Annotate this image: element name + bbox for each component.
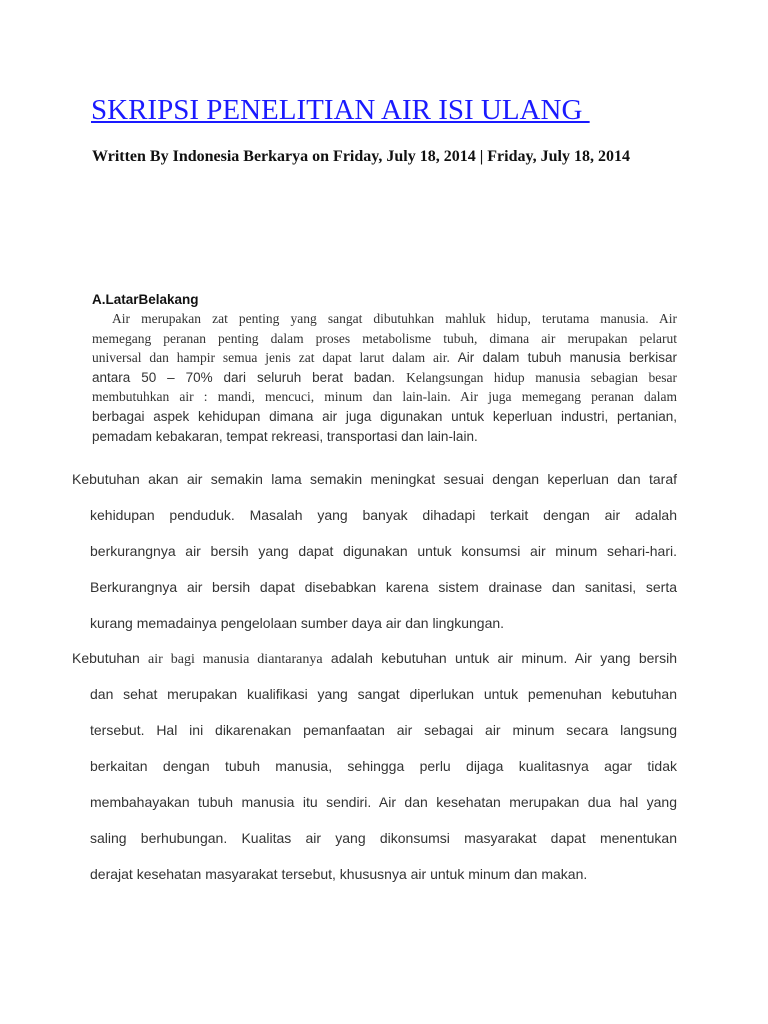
intro-line-mixed bbox=[92, 368, 677, 388]
intro-line: pemadam kebakaran, tempat rekreasi, transportasi dan lain-lain. bbox=[92, 428, 478, 444]
paragraph-line: Kebutuhan akan air semakin lama semakin meningkat sesuai dengan keperluan dan taraf bbox=[72, 471, 677, 487]
intro-line-part: Kelangsungan hidup manusia sebagian besar bbox=[406, 369, 678, 385]
paragraph-line: berkaitan dengan tubuh manusia, sehingga perlu dijaga kualitasnya agar tidak bbox=[90, 758, 677, 774]
paragraph-line: membahayakan tubuh manusia itu sendiri. Air dan kesehatan merupakan dua hal yang bbox=[90, 794, 677, 810]
paragraph-line-part: air bagi manusia diantaranya bbox=[148, 652, 323, 667]
paragraph-line-part: Kebutuhan bbox=[72, 650, 149, 666]
paragraph-line: derajat kesehatan masyarakat tersebut, khususnya air untuk minum dan makan. bbox=[90, 866, 588, 882]
intro-line-part: universal dan hampir semua jenis zat dapat larut dalam air. bbox=[92, 350, 458, 366]
section-heading: A.LatarBelakang bbox=[92, 292, 199, 307]
paragraph-line: saling berhubungan. Kualitas air yang dikonsumsi masyarakat dapat menentukan bbox=[90, 830, 677, 846]
body-paragraph-2 bbox=[72, 648, 677, 900]
paragraph-line: dan sehat merupakan kualifikasi yang sangat diperlukan untuk pemenuhan kebutuhan bbox=[90, 686, 677, 702]
paragraph-line: tersebut. Hal ini dikarenakan pemanfaatan air sebagai air minum secara langsung bbox=[90, 722, 677, 738]
intro-line-mixed bbox=[92, 348, 677, 368]
paragraph-line: kehidupan penduduk. Masalah yang banyak dihadapi terkait dengan air adalah bbox=[90, 507, 677, 523]
paragraph-line-part: adalah kebutuhan untuk air minum. Air yang bersih bbox=[322, 650, 677, 666]
intro-paragraph bbox=[92, 309, 677, 446]
intro-line: memegang peranan penting dalam proses metabolisme tubuh, dimana air merupakan pelarut bbox=[92, 330, 677, 346]
intro-line: berbagai aspek kehidupan dimana air juga digunakan untuk keperluan industri, pertanian, bbox=[92, 408, 677, 424]
intro-line-part: Air dalam tubuh manusia berkisar bbox=[457, 350, 677, 366]
body-paragraph-1 bbox=[72, 469, 677, 649]
intro-line-part: antara 50 – 70% dari seluruh berat badan. bbox=[92, 369, 407, 385]
article-title-link[interactable]: SKRIPSI PENELITIAN AIR ISI ULANG bbox=[91, 94, 590, 126]
paragraph-line: berkurangnya air bersih yang dapat digunakan untuk konsumsi air minum sehari-hari. bbox=[90, 543, 677, 559]
paragraph-line: Berkurangnya air bersih dapat disebabkan karena sistem drainase dan sanitasi, serta bbox=[90, 579, 677, 595]
paragraph-line: kurang memadainya pengelolaan sumber daya air dan lingkungan. bbox=[90, 615, 505, 631]
article-byline: Written By Indonesia Berkarya on Friday, July 18, 2014 | Friday, July 18, 2014 bbox=[92, 148, 630, 165]
intro-line: Air merupakan zat penting yang sangat dibutuhkan mahluk hidup, terutama manusia. Air bbox=[112, 311, 677, 326]
intro-line: membutuhkan air : mandi, mencuci, minum dan lain-lain. Air juga memegang peranan dalam bbox=[92, 389, 677, 405]
paragraph-line-mixed bbox=[72, 648, 677, 684]
